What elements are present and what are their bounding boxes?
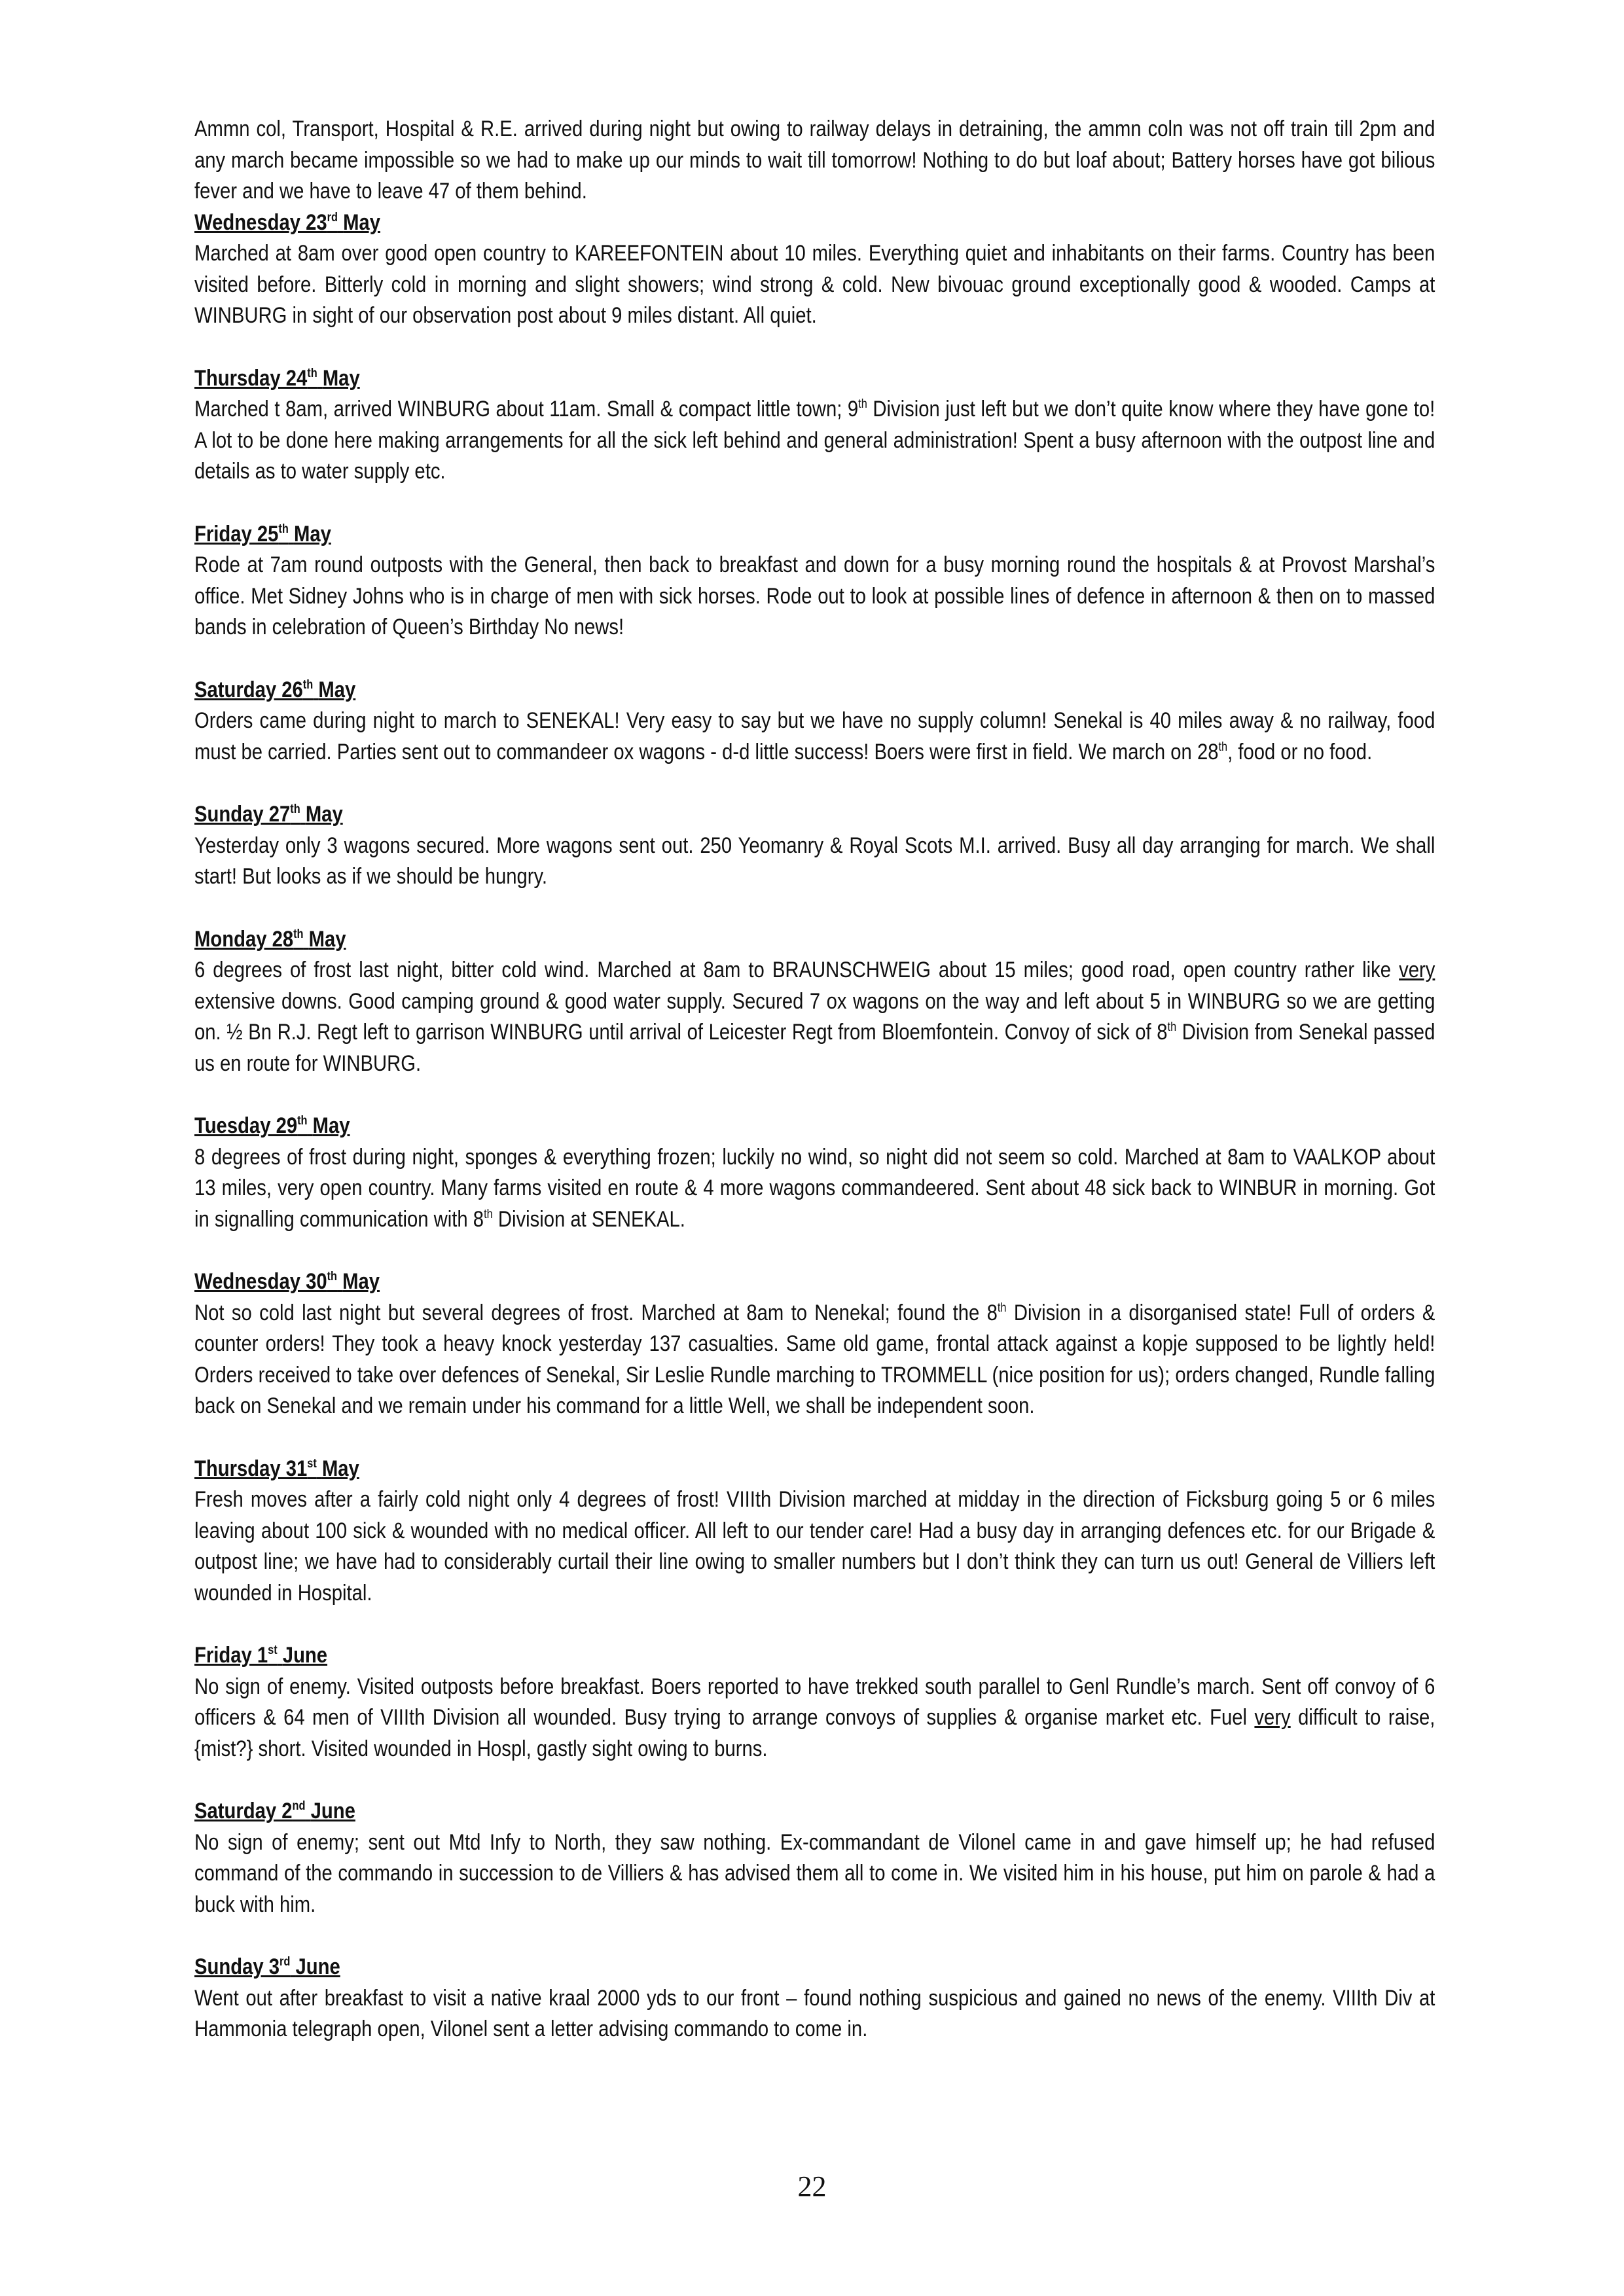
entry-ordinal: th bbox=[327, 1270, 338, 1283]
diary-entry bbox=[194, 799, 1435, 893]
entry-ordinal: rd bbox=[280, 1955, 291, 1969]
entry-month: May bbox=[321, 1456, 359, 1481]
entry-month: May bbox=[318, 677, 356, 702]
entry-ordinal: th bbox=[307, 366, 317, 380]
entry-month: May bbox=[312, 1113, 350, 1138]
entry-text-run: Not so cold last night but several degrees of frost. Marched at 8am to Nenekal; found the 8 bbox=[194, 1300, 998, 1325]
entry-month: June bbox=[295, 1954, 340, 1979]
entry-ordinal: rd bbox=[327, 210, 338, 224]
entry-date-heading bbox=[194, 675, 1261, 706]
entry-text-run: , food or no food. bbox=[1227, 739, 1373, 764]
diary-entry bbox=[194, 1640, 1435, 1765]
entry-date-heading bbox=[194, 1640, 1261, 1672]
entry-day: Saturday 2 bbox=[194, 1799, 293, 1823]
entry-day: Wednesday 30 bbox=[194, 1269, 327, 1294]
entry-ordinal: th bbox=[293, 927, 304, 941]
page-number: 22 bbox=[797, 2170, 827, 2202]
entry-day: Sunday 3 bbox=[194, 1954, 280, 1979]
entry-ordinal: st bbox=[268, 1643, 278, 1657]
entry-day: Sunday 27 bbox=[194, 802, 291, 827]
entry-text bbox=[194, 394, 1435, 488]
entry-day: Monday 28 bbox=[194, 926, 294, 952]
diary-page bbox=[194, 114, 1435, 2077]
entry-text-run: Marched at 8am over good open country to KAREEFONTEIN about 10 miles. Everything quiet and inhabitants on their farms. Country has been visited before. Bitterly cold in morning and slight showers; wind strong & cold. New bivouac ground exceptionally good & wooded. Camps at WINBURG in sight of our observation post about 9 miles distant. All quiet. bbox=[194, 241, 1435, 328]
entry-text-run: Marched t 8am, arrived WINBURG about 11am. Small & compact little town; 9 bbox=[194, 397, 859, 422]
entry-text-run: No sign of enemy; sent out Mtd Infy to North, they saw nothing. Ex-commandant de Vilonel came in and gave himself up; he had refused command of the commando in succession to de Villiers & has advised them all to come in. We visited him in his house, put him on parole & had a buck with him. bbox=[194, 1829, 1435, 1917]
entry-date-heading bbox=[194, 519, 1261, 550]
underlined-word: very bbox=[1254, 1705, 1291, 1730]
entry-text bbox=[194, 1672, 1435, 1765]
entry-text bbox=[194, 238, 1435, 332]
ordinal-superscript: th bbox=[1167, 1020, 1177, 1034]
diary-entry bbox=[194, 675, 1435, 768]
entry-month: May bbox=[342, 1269, 380, 1294]
diary-entry bbox=[194, 519, 1435, 643]
entry-date-heading bbox=[194, 1111, 1261, 1142]
entry-text-run: Division just left but we don’t quite know where they have gone to! A lot to be done here making arrangements for all the sick left behind and general administration! Spent a busy afternoon with the outpost line and details as to water supply etc. bbox=[194, 397, 1435, 484]
entry-month: May bbox=[322, 365, 360, 391]
entry-text-run: 8 degrees of frost during night, sponges & everything frozen; luckily no wind, so night did not seem so cold. Marched at 8am to VAALKOP about 13 miles, very open country. Many farms visited en route & 4 more wagons commandeered. Sent about 48 sick back to WINBUR in morning. Got in signalling communication with 8 bbox=[194, 1144, 1435, 1232]
entry-month: June bbox=[282, 1643, 328, 1668]
ordinal-superscript: th bbox=[1218, 740, 1228, 754]
entry-text-run: Division from Senekal passed us en route for WINBURG. bbox=[194, 1020, 1435, 1076]
entry-month: May bbox=[308, 926, 346, 952]
entry-month: May bbox=[305, 802, 343, 827]
diary-entry bbox=[194, 1952, 1435, 2045]
diary-entries bbox=[194, 207, 1435, 2045]
entry-text bbox=[194, 550, 1435, 643]
entry-date-heading bbox=[194, 799, 1261, 831]
entry-text-run: 6 degrees of frost last night, bitter cold wind. Marched at 8am to BRAUNSCHWEIG about 15 miles; good road, open country rather like bbox=[194, 958, 1399, 982]
entry-text-run: No sign of enemy. Visited outposts before breakfast. Boers reported to have trekked south parallel to Genl Rundle’s march. Sent off convoy of 6 officers & 64 men of VIIIth Division all wounded. Busy trying to arrange convoys of supplies & organise market etc. Fuel bbox=[194, 1674, 1435, 1730]
entry-day: Thursday 24 bbox=[194, 365, 308, 391]
entry-ordinal: th bbox=[278, 522, 289, 536]
entry-ordinal: st bbox=[307, 1456, 317, 1471]
entry-date-heading bbox=[194, 207, 1261, 239]
entry-date-heading bbox=[194, 924, 1261, 956]
entry-text-run: Rode at 7am round outposts with the General, then back to breakfast and down for a busy morning round the hospitals & at Provost Marshal’s office. Met Sidney Johns who is in charge of men with sick horses. Rode out to look at possible lines of defence in afternoon & then on to massed bands in celebration of Queen’s Birthday No news! bbox=[194, 552, 1435, 639]
entry-day: Thursday 31 bbox=[194, 1456, 308, 1481]
entry-date-heading bbox=[194, 1952, 1261, 1983]
entry-text-run: Yesterday only 3 wagons secured. More wagons sent out. 250 Yeomanry & Royal Scots M.I. arrived. Busy all day arranging for march. We shall start! But looks as if we should be hungry. bbox=[194, 833, 1435, 889]
diary-entry bbox=[194, 363, 1435, 488]
entry-text bbox=[194, 1827, 1435, 1921]
diary-entry bbox=[194, 924, 1435, 1080]
entry-text-run: Went out after breakfast to visit a native kraal 2000 yds to our front – found nothing suspicious and gained no news of the enemy. VIIIth Div at Hammonia telegraph open, Vilonel sent a letter advising commando to come in. bbox=[194, 1985, 1435, 2041]
entry-month: May bbox=[343, 209, 380, 235]
entry-ordinal: th bbox=[302, 677, 314, 692]
entry-day: Wednesday 23 bbox=[194, 209, 327, 235]
ordinal-superscript: th bbox=[858, 397, 867, 411]
entry-text-run: Orders came during night to march to SENEKAL! Very easy to say but we have no supply column! Senekal is 40 miles away & no railway, food must be carried. Parties sent out to commandeer ox wagons - d-d little success! Boers were first in field. We march on 28 bbox=[194, 708, 1435, 764]
entry-ordinal: th bbox=[290, 802, 300, 816]
entry-date-heading bbox=[194, 363, 1261, 395]
entry-text bbox=[194, 1983, 1435, 2045]
entry-day: Friday 25 bbox=[194, 521, 279, 547]
entry-date-heading bbox=[194, 1454, 1261, 1485]
entry-ordinal: th bbox=[297, 1114, 308, 1128]
entry-day: Tuesday 29 bbox=[194, 1113, 298, 1138]
entry-text bbox=[194, 1298, 1435, 1422]
entry-text-run: Division in a disorganised state! Full of orders & counter orders! They took a heavy knock yesterday 137 casualties. Same old game, frontal attack against a kopje supposed to be lightly held! Orders received to take over defences of Senekal, Sir Leslie Rundle marching to TROMMELL (nice position for us); orders changed, Rundle falling back on Senekal and we remain under his command for a little Well, we shall be independent soon. bbox=[194, 1300, 1435, 1418]
entry-text bbox=[194, 955, 1435, 1079]
intro-paragraph: Ammn col, Transport, Hospital & R.E. arrived during night but owing to railway delays in detraining, the ammn coln was not off train till 2pm and any march became impossible so we had to make up our minds to wait till tomorrow! Nothing to do but loaf about; Battery horses have got bilious fever and we have to leave 47 of them behind. bbox=[194, 117, 1435, 204]
entry-ordinal: nd bbox=[292, 1799, 306, 1813]
entry-text-run: Fresh moves after a fairly cold night only 4 degrees of frost! VIIIth Division marched at midday in the direction of Ficksburg going 5 or 6 miles leaving about 100 sick & wounded with no medical officer. All left to our tender care! Had a busy day in arranging defences etc. for our Brigade & outpost line; we have had to considerably curtail their line owing to smaller numbers but I don’t think they can turn us out! General de Villiers left wounded in Hospital. bbox=[194, 1487, 1435, 1605]
diary-entry bbox=[194, 1796, 1435, 1920]
entry-text-run: difficult to raise, {mist?} short. Visited wounded in Hospl, gastly sight owing to burns. bbox=[194, 1705, 1435, 1761]
diary-entry bbox=[194, 1454, 1435, 1609]
entry-text-run: extensive downs. Good camping ground & good water supply. Secured 7 ox wagons on the way and left about 5 in WINBURG so we are getting on. ½ Bn R.J. Regt left to garrison WINBURG until arrival of Leicester Regt from Bloemfontein. Convoy of sick of 8 bbox=[194, 988, 1435, 1045]
entry-day: Friday 1 bbox=[194, 1643, 268, 1668]
ordinal-superscript: th bbox=[484, 1207, 493, 1221]
diary-entry bbox=[194, 207, 1435, 332]
entry-month: June bbox=[310, 1799, 355, 1823]
entry-text-run: Division at SENEKAL. bbox=[492, 1206, 685, 1232]
underlined-word: very bbox=[1399, 958, 1435, 982]
ordinal-superscript: th bbox=[997, 1300, 1007, 1315]
entry-text bbox=[194, 831, 1435, 893]
entry-text bbox=[194, 706, 1435, 768]
entry-text bbox=[194, 1142, 1435, 1236]
entry-month: May bbox=[293, 521, 331, 547]
entry-day: Saturday 26 bbox=[194, 677, 303, 702]
diary-entry bbox=[194, 1111, 1435, 1235]
diary-entry bbox=[194, 1266, 1435, 1422]
entry-date-heading bbox=[194, 1796, 1261, 1827]
entry-text bbox=[194, 1484, 1435, 1609]
entry-date-heading bbox=[194, 1266, 1261, 1298]
